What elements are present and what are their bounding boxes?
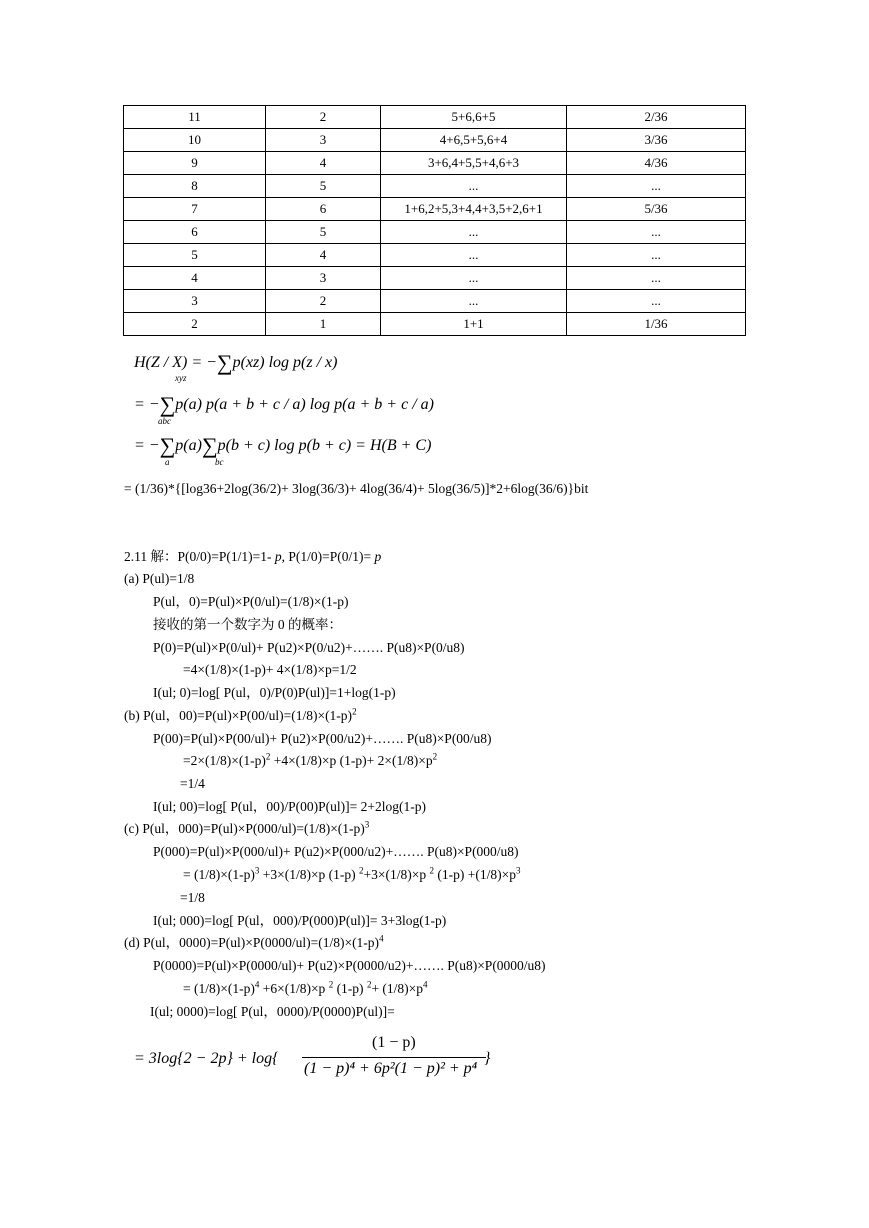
table-cell: 1+1 <box>381 313 567 336</box>
table-row <box>124 152 746 175</box>
table-cell: 4+6,5+5,6+4 <box>381 129 567 152</box>
table-cell: ... <box>567 244 746 267</box>
table-cell: 7 <box>124 198 266 221</box>
sum-index: a <box>165 457 170 467</box>
table-cell: ... <box>381 244 567 267</box>
equation-line-3: = −∑p(a)∑p(b + c) log p(b + c) = H(B + C) <box>134 433 432 458</box>
part-b-line-3: $=2\times(1/8)\times(1-p)^2 +4\times(1/8)\times p$ $(1-p)+ 2\times(1/8)\times p^2$ <box>183 751 438 768</box>
table-cell: 2 <box>124 313 266 336</box>
fraction-denominator: (1 − p)⁴ + 6p²(1 − p)² + p⁴ <box>304 1060 478 1077</box>
table-cell: 5+6,6+5 <box>381 106 567 129</box>
table-cell: 4 <box>124 267 266 290</box>
table-cell: 4 <box>266 152 381 175</box>
table-cell: 5/36 <box>567 198 746 221</box>
table-row <box>124 175 746 198</box>
table-cell: ... <box>381 267 567 290</box>
table-cell: ... <box>381 221 567 244</box>
sum-index: abc <box>158 416 171 426</box>
part-c-line-5: I(ul; 000)=log[ P(ul，000)/P(000)P(ul)]= 3+3log(1-p) <box>153 913 447 928</box>
table-cell: 3+6,4+5,5+4,6+3 <box>381 152 567 175</box>
part-b-line-4: =1/4 <box>180 776 205 791</box>
table-cell: 5 <box>266 221 381 244</box>
problem-heading: 2.11 解：P(0/0)=P(1/1)=1- p, P(1/0)=P(0/1)= p <box>124 549 382 564</box>
table-row <box>124 313 746 336</box>
table-cell: ... <box>567 267 746 290</box>
part-d-line-1: (d) P(ul，$0000)=P(ul)\times P(0000/ul)=(1/8)\times(1-p)^4$ <box>124 933 384 950</box>
final-formula-fraction <box>302 1034 491 1084</box>
part-d-line-3: = $(1/8)\times(1-p)^4 +6\times(1/8)\times p$ $^2$ (1-p) $^2+ (1/8)\times p^4$ <box>183 979 428 996</box>
sum-symbol: ∑ <box>216 350 233 375</box>
part-d-line-2: P(0000)=P(ul)×P(0000/ul)+ P(u2)×P(0000/u2)+……. P(u8)×P(0000/u8) <box>153 958 546 973</box>
part-c-line-3: = $(1/8)\times(1-p)^3 +3\times(1/8)\times p$ (1-p) $^2$+3×(1/8)×p $^2$ $(1-p) +(1/8)\times p^3$ <box>183 865 521 882</box>
part-a-line-3: 接收的第一个数字为 0 的概率： <box>153 617 342 632</box>
table-cell: 3 <box>266 129 381 152</box>
fraction-bar <box>302 1057 486 1058</box>
sum-index: xyz <box>175 373 187 383</box>
part-c-line-2: P(000)=P(ul)×P(000/ul)+ P(u2)×P(000/u2)+……. P(u8)×P(000/u8) <box>153 844 519 859</box>
final-formula-lhs: = 3log{2 − 2p} + log{ <box>134 1050 279 1067</box>
table-row <box>124 244 746 267</box>
table-cell: ... <box>567 175 746 198</box>
sum-index: bc <box>215 457 224 467</box>
part-c-line-4: =1/8 <box>180 890 205 905</box>
table-cell: 9 <box>124 152 266 175</box>
part-a-line-2: P(ul，0)=P(ul)×P(0/ul)=(1/8)×(1-p) <box>153 594 349 609</box>
part-c-line-1: (c) P(ul，$000)=P(ul)\times P(000/ul)=(1/8)\times(1-p)^3$ <box>124 819 370 836</box>
table-cell: 8 <box>124 175 266 198</box>
table-cell: 6 <box>266 198 381 221</box>
sum-distribution-table <box>123 105 746 336</box>
table-cell: 3 <box>266 267 381 290</box>
table-cell: 11 <box>124 106 266 129</box>
part-b-line-1: (b) P(ul，$00)=P(ul)\times P(00/ul)=(1/8)\times(1-p)^2$ <box>124 706 357 723</box>
table-cell: 2 <box>266 106 381 129</box>
table-cell: ... <box>381 290 567 313</box>
table-cell: 4 <box>266 244 381 267</box>
sum-symbol: ∑ <box>159 392 176 417</box>
sum-symbol: ∑ <box>201 433 218 458</box>
table-row <box>124 221 746 244</box>
table-cell: 1 <box>266 313 381 336</box>
table-row <box>124 290 746 313</box>
fraction-numerator: (1 − p) <box>372 1034 416 1051</box>
part-a-line-6: I(ul; 0)=log[ P(ul，0)/P(0)P(ul)]=1+log(1-p) <box>153 685 396 700</box>
part-b-line-5: I(ul; 00)=log[ P(ul，00)/P(00)P(ul)]= 2+2log(1-p) <box>153 799 426 814</box>
final-formula-close: } <box>484 1050 491 1067</box>
table-cell: ... <box>567 221 746 244</box>
table-cell: 10 <box>124 129 266 152</box>
table-row <box>124 267 746 290</box>
equation-line-1: H(Z / X) = −∑p(xz) log p(z / x) <box>134 350 338 375</box>
table-row <box>124 129 746 152</box>
part-a-line-1: (a) P(ul)=1/8 <box>124 571 195 586</box>
table-cell: 5 <box>266 175 381 198</box>
table-cell: 2/36 <box>567 106 746 129</box>
table-row <box>124 106 746 129</box>
equation-line-2: = −∑p(a) p(a + b + c / a) log p(a + b + c / a) <box>134 392 434 417</box>
table-row <box>124 198 746 221</box>
table-cell: ... <box>381 175 567 198</box>
sum-symbol: ∑ <box>159 433 176 458</box>
part-a-line-5: =4×(1/8)×(1-p)+ 4×(1/8)×p=1/2 <box>183 662 357 677</box>
part-b-line-2: P(00)=P(ul)×P(00/ul)+ P(u2)×P(00/u2)+……. P(u8)×P(00/u8) <box>153 731 492 746</box>
table-cell: 1+6,2+5,3+4,4+3,5+2,6+1 <box>381 198 567 221</box>
table-cell: 3 <box>124 290 266 313</box>
table-cell: 2 <box>266 290 381 313</box>
table-cell: 3/36 <box>567 129 746 152</box>
table-cell: ... <box>567 290 746 313</box>
table-cell: 4/36 <box>567 152 746 175</box>
table-cell: 6 <box>124 221 266 244</box>
entropy-result-line: = (1/36)*{[log36+2log(36/2)+ 3log(36/3)+ 4log(36/4)+ 5log(36/5)]*2+6log(36/6)}bit <box>124 481 589 496</box>
part-d-line-4: I(ul; 0000)=log[ P(ul，0000)/P(0000)P(ul)]= <box>150 1004 395 1019</box>
table-cell: 1/36 <box>567 313 746 336</box>
table-cell: 5 <box>124 244 266 267</box>
part-a-line-4: P(0)=P(ul)×P(0/ul)+ P(u2)×P(0/u2)+……. P(u8)×P(0/u8) <box>153 640 465 655</box>
